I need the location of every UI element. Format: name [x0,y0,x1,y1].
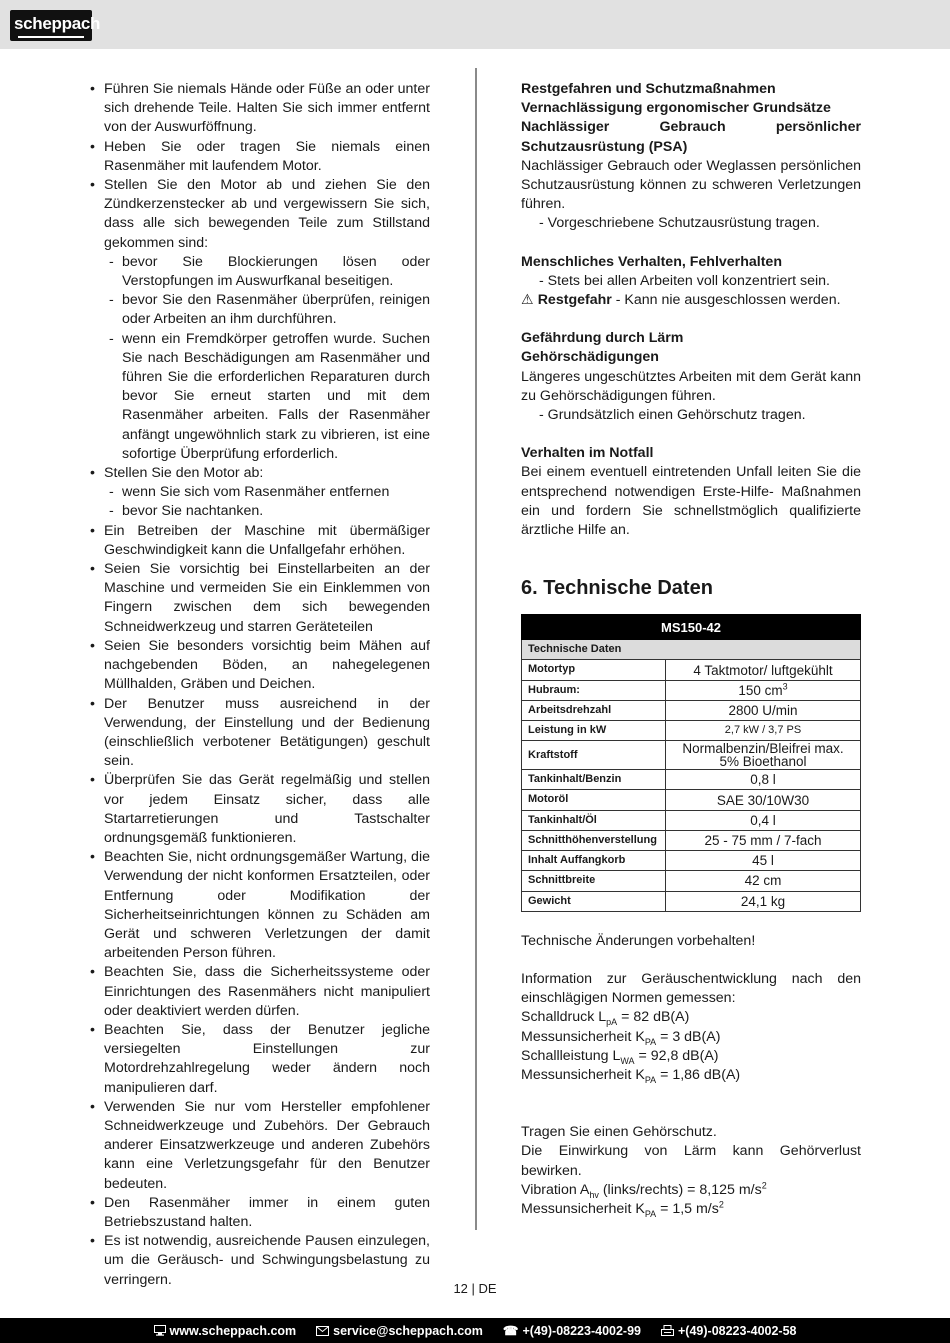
spec-label: Kraftstoff [522,741,666,770]
section-title: 6. Technische Daten [521,577,713,600]
website-link[interactable]: www.scheppach.com [169,1323,297,1338]
spec-value: 25 - 75 mm / 7-fach [666,830,861,850]
risk-text: Nachlässiger Gebrauch oder Weglassen persönlichen Schutzausrüstung können zu schweren Verletzungen führen. [521,157,861,213]
column-divider [475,68,477,1230]
spec-label: Schnitthöhenverstellung [522,830,666,850]
spec-value: 0,8 l [666,770,861,790]
sub-list [104,483,430,521]
risk-heading-1: Restgefahren und Schutzmaßnahmen [521,81,776,97]
noise-heading-1: Gefährdung durch Lärm [521,330,684,347]
spec-value: SAE 30/10W30 [666,790,861,810]
spec-label: Motoröl [522,790,666,810]
list-item [88,176,430,464]
spec-label: Inhalt Auffangkorb [522,851,666,871]
noise-measurement: Schallleistung $L_{WA} = 92,8$ dB(A) [521,1047,719,1066]
warning-icon: ⚠ [521,292,534,309]
table-row [522,721,861,741]
wear-note: Tragen Sie einen Gehörschutz. [521,1124,717,1141]
list-item [88,522,430,560]
list-item [88,695,430,772]
safety-list [88,80,430,1290]
noise-info: Information zur Geräuschentwicklung nach den einschlägigen Normen gemessen: [521,970,861,1007]
noise-measurement: Messunsicherheit $K_{PA} = 1,86$ dB(A) [521,1066,741,1085]
footer-bar [0,1318,950,1343]
table-header-row [522,615,861,640]
list-item-text: Seien Sie vorsichtig bei Einstellarbeiten an der Maschine und vermeiden Sie ein Einklemmen von Fingern zwischen dem sich bewegenden Schneidwerkzeug und starren Geräteteilen [104,561,430,635]
fax-number: +(49)-08223-4002-58 [678,1323,797,1338]
footer-phone [503,1323,641,1338]
risk-heading-2: Vernachlässigung ergonomischer Grundsätze [521,100,831,117]
table-row [522,680,861,700]
risk-dash: - Vorgeschriebene Schutzausrüstung tragen. [539,215,820,232]
page-number: 12 | DE [453,1281,497,1296]
monitor-icon [154,1325,166,1336]
noise-measurement: Messunsicherheit $K_{PA} = 3$ dB(A) [521,1028,721,1047]
list-item-text: Ein Betreiben der Maschine mit übermäßiger Geschwindigkeit kann die Unfallgefahr erhöhen. [104,522,430,558]
vibration-measurement: Messunsicherheit $K_{PA} = 1,5$ $m/s^2$ [521,1199,724,1219]
phone-number: +(49)-08223-4002-99 [522,1323,641,1338]
spec-value: 2,7 kW / 3,7 PS [666,721,861,741]
spec-value: 24,1 kg [666,891,861,911]
footer-email [316,1324,483,1338]
emergency-heading: Verhalten im Notfall [521,445,654,462]
list-item-text: Beachten Sie, dass der Benutzer jegliche versiegelten Einstellungen zur Motordrehzahlregelung weder ändern noch manipulieren darf. [104,1021,430,1096]
list-item [88,848,430,963]
hearing-loss-note: Die Einwirkung von Lärm kann Gehörverlust bewirken. [521,1143,861,1179]
sub-list-item: - bevor Sie Blockierungen lösen oder Verstopfungen im Auswurfkanal beseitigen. [104,253,430,291]
list-item [88,560,430,637]
sub-list-item: - bevor Sie nachtanken. [104,502,430,521]
table-row [522,891,861,911]
spec-label: Tankinhalt/Öl [522,810,666,830]
list-item [88,138,430,176]
list-item [88,771,430,848]
spec-label: Motortyp [522,660,666,680]
sub-list-item: - wenn Sie sich vom Rasenmäher entfernen [104,483,430,502]
noise-dash: - Grundsätzlich einen Gehörschutz tragen. [539,407,806,424]
rest-risk-line [521,291,861,310]
table-row [522,741,861,770]
risk-heading-3: Nachlässiger Gebrauch persönlicher Schutzausrüstung (PSA) [521,119,861,155]
spec-label: Schnittbreite [522,871,666,891]
emergency-text: Bei einem eventuell eintretenden Unfall leiten Sie die entsprechend notwendigen Erste-Hilfe- Maßnahmen ein und fordern Sie schnellstmöglich qualifizierte ärztliche Hilfe an. [521,464,861,539]
tech-data-table [521,614,861,911]
spec-value: 45 l [666,851,861,871]
list-item-text: Beachten Sie, nicht ordnungsgemäßer Wartung, die Verwendung der nicht konformen Ersatzteilen, oder Entfernung oder Modifikation der Sicherheitseinrichtungen können zu Schäden am Gerät und schweren Verletzungen der damit arbeitenden Person führen. [104,849,430,962]
list-item-text: Führen Sie niemals Hände oder Füße an oder unter sich drehende Teile. Halten Sie sich immer entfernt von der Auswurföffnung. [104,81,430,136]
table-row [522,871,861,891]
table-subheader: Technische Daten [522,640,861,660]
fax-icon [661,1325,674,1336]
email-link[interactable]: service@scheppach.com [333,1323,483,1338]
human-heading: Menschliches Verhalten, Fehlverhalten [521,253,782,270]
human-dash: - Stets bei allen Arbeiten voll konzentriert sein. [539,272,830,289]
spec-value: 2800 U/min [666,700,861,720]
spec-label: Leistung in kW [522,721,666,741]
rest-risk-label: Restgefahr [537,292,612,309]
spec-value: 42 cm [666,871,861,891]
header-bar [0,0,950,49]
changes-note: Technische Änderungen vorbehalten! [521,932,756,949]
spec-label: Gewicht [522,891,666,911]
email-icon [316,1326,329,1336]
scheppach-logo: scheppach [10,10,92,41]
spec-label: Tankinhalt/Benzin [522,770,666,790]
list-item-text: Seien Sie besonders vorsichtig beim Mähen auf nachgebenden Böden, an nahegelegenen Müllhalden, Gräben und Deichen. [104,637,430,693]
table-row [522,851,861,871]
spec-value: 4 Taktmotor/ luftgekühlt [666,660,861,680]
spec-value: 150 $cm^3$ [666,680,861,700]
table-row [522,790,861,810]
vibration-measurement: Vibration $A_{hv}$ (links/rechts) = 8,125 $m/s^2$ [521,1180,767,1200]
spec-label: Arbeitsdrehzahl [522,700,666,720]
table-row [522,660,861,680]
noise-heading-2: Gehörschädigungen [521,349,659,366]
model-name: MS150-42 [522,615,861,640]
table-row [522,700,861,720]
noise-text: Längeres ungeschütztes Arbeiten mit dem Gerät kann zu Gehörschädigungen führen. [521,368,861,404]
list-item-text: Beachten Sie, dass die Sicherheitssysteme oder Einrichtungen des Rasenmähers nicht manipuliert oder deaktiviert werden dürfen. [104,964,430,1019]
sub-list [104,253,430,464]
list-item [88,464,430,522]
list-item [88,1194,430,1232]
list-item-text: Heben Sie oder tragen Sie niemals einen Rasenmäher mit laufendem Motor. [104,138,430,174]
table-row [522,830,861,850]
spec-value: 0,4 l [666,810,861,830]
table-subheader-row [522,640,861,660]
list-item-text: Überprüfen Sie das Gerät regelmäßig und stellen vor jedem Einsatz sicher, dass alle Startarretierungen und Tastschalter ordnungsgemäß funktionieren. [104,772,430,846]
sub-list-item: - bevor Sie den Rasenmäher überprüfen, reinigen oder Arbeiten an ihm durchführen. [104,291,430,329]
spec-label: Hubraum: [522,680,666,700]
list-item [88,637,430,695]
list-item-text: Es ist notwendig, ausreichende Pausen einzulegen, um die Geräusch- und Schwingungsbelastung zu verringern. [104,1233,430,1288]
table-row [522,810,861,830]
phone-icon: ☎ [502,1324,519,1338]
table-row [522,770,861,790]
list-item-text: Verwenden Sie nur vom Hersteller empfohlener Schneidwerkzeuge und Zubehörs. Der Gebrauch anderer Einsatzwerkzeuge und anderen Zubehörs kann eine Verletzungsgefahr für den Benutzer bedeuten. [104,1098,430,1192]
list-item [88,80,430,138]
footer-web [154,1324,297,1338]
list-item-text: Den Rasenmäher immer in einem guten Betriebszustand halten. [104,1194,430,1230]
list-item-text: Stellen Sie den Motor ab und ziehen Sie den Zündkerzenstecker ab und vergewissern Sie sich, dass alle sich bewegenden Teile zum Stillstand gekommen sind: [104,177,430,251]
spec-value: Normalbenzin/Bleifrei max. 5% Bioethanol [666,741,861,770]
noise-measurement: Schalldruck $L_{pA} = 82$ dB(A) [521,1009,690,1028]
list-item-text: Der Benutzer muss ausreichend in der Verwendung, der Einstellung und der Bedienung (einschließlich verbotener Betätigungen) geschult sein. [104,695,430,770]
sub-list-item: - wenn ein Fremdkörper getroffen wurde. Suchen Sie nach Beschädigungen am Rasenmäher und führen Sie die erforderlichen Reparaturen durch bevor Sie erneut starten und mit dem Rasenmäher arbeiten. Falls der Rasenmäher anfängt ungewöhnlich stark zu vibrieren, ist eine sofortige Überprüfung erforderlich. [104,330,430,464]
list-item [88,1021,430,1098]
right-column [521,80,861,1219]
left-column [88,80,430,1290]
list-item [88,1098,430,1194]
rest-risk-text: - Kann nie ausgeschlossen werden. [611,292,841,309]
footer-fax [661,1324,797,1338]
list-item-text: Stellen Sie den Motor ab: [104,465,264,482]
list-item [88,963,430,1021]
